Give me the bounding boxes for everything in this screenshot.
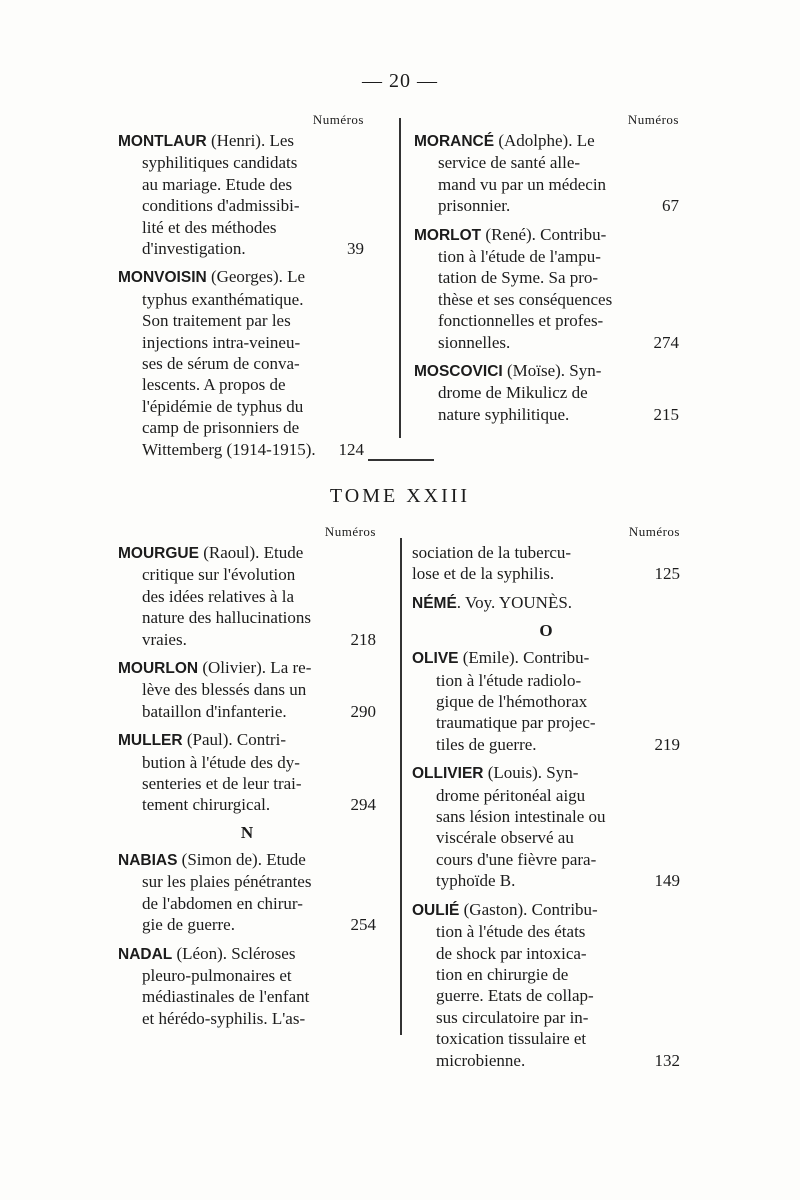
- entry-line-text: [438, 332, 510, 353]
- entry-name: OLLIVIER: [412, 765, 484, 783]
- entry-line: [414, 174, 679, 195]
- entry-text: (René). Contribu-: [481, 224, 607, 244]
- entry-line: [412, 734, 680, 755]
- entry-text: traumatique par projec-: [436, 713, 596, 733]
- entry-line: [412, 899, 680, 921]
- column-header: Numéros: [312, 112, 364, 127]
- entry-line: [118, 1008, 376, 1029]
- entry-line-text: [142, 565, 295, 584]
- entry-line-text: [118, 658, 311, 677]
- section-letter: N: [240, 822, 254, 842]
- entry-line-text: [438, 290, 612, 309]
- entry-text: Son traitement par les: [142, 311, 291, 331]
- cross-ref-text: . Voy. YOUNÈS.: [456, 592, 573, 612]
- entry-name: MOURLON: [118, 660, 199, 678]
- entry-line-text: [142, 311, 291, 330]
- entry-text: pleuro-pulmonaires et: [142, 965, 292, 985]
- entry-line-text: [436, 944, 587, 963]
- entry-line-text: [142, 375, 286, 394]
- entry-line-text: [142, 153, 297, 172]
- entry-text: vraies.: [142, 629, 187, 649]
- cross-reference: [412, 592, 680, 614]
- entry-line: [118, 542, 376, 564]
- entry-line: [412, 691, 680, 712]
- entry-name: MOSCOVICI: [414, 363, 503, 381]
- entry-text: tion en chirurgie de: [436, 964, 569, 984]
- index-entry-continuation: [412, 542, 680, 585]
- entry-text: cours d'une fièvre para-: [436, 849, 597, 869]
- entry-text: prisonnier.: [438, 196, 511, 216]
- entry-line: [414, 246, 679, 267]
- entry-line-text: [142, 753, 300, 772]
- entry-text: (Henri). Les: [206, 131, 295, 150]
- entry-line-text: [438, 175, 606, 194]
- entry-text: au mariage. Etude des: [142, 174, 293, 194]
- entry-line-text: [142, 872, 311, 891]
- entry-line-text: [436, 713, 596, 732]
- entry-line-text: [436, 734, 537, 755]
- bottom-right-column: [412, 524, 680, 1078]
- entry-line-text: [142, 1008, 305, 1029]
- entry-line-text: [412, 763, 578, 782]
- entry-number: 254: [350, 915, 376, 935]
- entry-line: [412, 849, 680, 870]
- entry-text: sur les plaies pénétrantes: [142, 872, 312, 892]
- entry-line: [414, 382, 679, 403]
- entry-text: (Léon). Scléroses: [172, 943, 296, 963]
- entry-line: [118, 152, 364, 173]
- entry-text: tion à l'étude des états: [436, 922, 586, 942]
- entry-line-text: [436, 986, 594, 1005]
- entry-text: fonctionnelles et profes-: [438, 311, 604, 331]
- entry-line: [118, 130, 364, 152]
- entry-line: [414, 224, 679, 246]
- entry-line-text: [142, 333, 300, 352]
- entry-line: [412, 827, 680, 848]
- column-header: Numéros: [628, 524, 680, 539]
- entry-text: tion à l'étude radiolo-: [436, 670, 582, 690]
- entry-text: gique de l'hémothorax: [436, 692, 588, 712]
- entry-line: [118, 353, 364, 374]
- entry-name: MORANCÉ: [414, 133, 495, 150]
- entry-line: [412, 647, 680, 669]
- entry-text: mand vu par un médecin: [438, 174, 607, 194]
- entry-line-text: [414, 225, 606, 244]
- entry-text: nature des hallucinations: [142, 608, 312, 628]
- index-entry: [118, 657, 376, 722]
- entry-number: 290: [350, 701, 376, 721]
- index-entry: [118, 729, 376, 816]
- entry-number: 67: [662, 196, 679, 216]
- entry-text: gie de guerre.: [142, 915, 235, 935]
- entry-text: Wittemberg (1914-1915).: [142, 439, 316, 459]
- entry-line-text: [438, 195, 510, 216]
- entry-line-text: [436, 807, 606, 826]
- entry-line-text: [436, 922, 585, 941]
- index-entry: [118, 130, 364, 259]
- entry-line: [412, 943, 680, 964]
- entry-line-text: [438, 247, 601, 266]
- entry-name: OULIÉ: [412, 901, 460, 919]
- bottom-left-column: [118, 524, 376, 1036]
- entry-text: microbienne.: [436, 1050, 526, 1070]
- entry-line: [412, 1050, 680, 1071]
- entry-text: typhoïde B.: [436, 871, 516, 891]
- entry-text: de shock par intoxica-: [436, 943, 587, 963]
- entry-number: 218: [350, 629, 376, 649]
- entry-line: [118, 773, 376, 794]
- column-divider: [400, 538, 402, 1035]
- entry-text: sans lésion intestinale ou: [436, 807, 606, 827]
- entry-number: 294: [350, 795, 376, 815]
- entry-line-text: [436, 1008, 588, 1027]
- entry-text: injections intra-veineu-: [142, 332, 301, 352]
- index-entry: [414, 360, 679, 425]
- entry-line: [414, 267, 679, 288]
- entry-text: tement chirurgical.: [142, 795, 271, 815]
- entry-line: [118, 629, 376, 650]
- entry-line: [414, 360, 679, 382]
- entry-line: [118, 607, 376, 628]
- entries: [118, 130, 364, 460]
- entry-line-text: [414, 361, 601, 380]
- entry-text: drome péritonéal aigu: [436, 785, 586, 805]
- entry-line: [118, 794, 376, 815]
- entry-line: [412, 806, 680, 827]
- entry-text: (Gaston). Contribu-: [459, 899, 598, 919]
- index-entry: [118, 266, 364, 460]
- entry-line-text: [142, 629, 187, 650]
- entry-text: l'épidémie de typhus du: [142, 396, 304, 416]
- entry-line-text: [142, 290, 303, 309]
- entry-line: [412, 985, 680, 1006]
- entry-text: typhus exanthématique.: [142, 289, 304, 309]
- entry-text: thèse et ses conséquences: [438, 289, 613, 309]
- entry-text: (Paul). Contri-: [182, 730, 286, 750]
- entry-line: [412, 870, 680, 891]
- entry-line: [118, 417, 364, 438]
- top-left-column: [118, 112, 364, 467]
- entry-line: [118, 657, 376, 679]
- entry-text: tiles de guerre.: [436, 734, 537, 754]
- entry-line: [118, 729, 376, 751]
- entry-number: 39: [347, 239, 364, 259]
- entry-name: NABIAS: [118, 851, 178, 869]
- entry-line: [412, 1007, 680, 1028]
- entry-line-text: [118, 543, 303, 562]
- entry-line: [412, 785, 680, 806]
- entry-line: [118, 564, 376, 585]
- entry-line-text: [414, 131, 595, 150]
- entry-number: 215: [653, 404, 679, 424]
- entry-line-text: [142, 894, 303, 913]
- entries: [118, 542, 376, 816]
- entry-line-text: [438, 404, 569, 425]
- entry-name: MOURGUE: [118, 545, 199, 562]
- entry-line-text: [436, 1029, 586, 1048]
- entry-line-text: [118, 131, 294, 150]
- entry-text: (Georges). Le: [206, 267, 306, 287]
- entry-line-text: [142, 966, 292, 985]
- entry-line: [118, 701, 376, 722]
- entry-text: (Raoul). Etude: [198, 543, 304, 562]
- entry-line-text: [438, 383, 588, 402]
- entry-line-text: [142, 218, 277, 237]
- entry-text: lescents. A propos de: [142, 375, 286, 395]
- entry-number: 125: [654, 564, 680, 584]
- page-number: — 20 —: [362, 70, 438, 92]
- entry-line-text: [142, 914, 235, 935]
- entry-text: de l'abdomen en chirur-: [142, 893, 303, 913]
- entry-line-text: [118, 944, 295, 963]
- entry-line-text: [142, 608, 311, 627]
- entry-line-text: [436, 828, 574, 847]
- entry-line: [118, 217, 364, 238]
- entry-line: [412, 712, 680, 733]
- entry-name: OLIVE: [412, 650, 459, 668]
- entry-text: sus circulatoire par in-: [436, 1007, 589, 1027]
- entry-name: NADAL: [118, 945, 173, 963]
- entry-line: [414, 130, 679, 152]
- entry-text: (Moïse). Syn-: [502, 361, 602, 381]
- entries: [118, 849, 376, 1029]
- entry-text: (Simon de). Etude: [177, 849, 306, 869]
- entry-line: [412, 1028, 680, 1049]
- index-entry: [412, 647, 680, 755]
- entry-line: [118, 752, 376, 773]
- entry-line: [118, 893, 376, 914]
- entry-line: [412, 921, 680, 942]
- entry-line-text: [438, 268, 598, 287]
- index-entry: [414, 130, 679, 217]
- entry-line-text: [142, 439, 316, 460]
- entry-line-text: [142, 774, 302, 793]
- entry-text: nature syphilitique.: [438, 404, 570, 424]
- entry-line: [118, 439, 364, 460]
- entry-line-text: [436, 1050, 525, 1071]
- entry-line: [118, 289, 364, 310]
- entry-text: service de santé alle-: [438, 153, 581, 173]
- entry-line: [118, 310, 364, 331]
- index-entry: [118, 542, 376, 650]
- entry-line-text: [436, 692, 587, 711]
- entry-line-text: [142, 680, 306, 699]
- entry-line-text: [142, 418, 299, 437]
- entry-line-text: [412, 900, 598, 919]
- entry-text: syphilitiques candidats: [142, 153, 298, 173]
- entry-line-text: [118, 850, 306, 869]
- entries: [414, 130, 679, 425]
- section-rule: [368, 459, 434, 461]
- entry-number: 219: [654, 734, 680, 754]
- column-header: Numéros: [627, 112, 679, 127]
- index-entry: [412, 899, 680, 1071]
- entry-text: sionnelles.: [438, 332, 511, 352]
- top-right-column: [414, 112, 679, 432]
- entry-text: drome de Mikulicz de: [438, 383, 588, 403]
- entry-line-text: [142, 701, 287, 722]
- tome-title: TOME XXIII: [329, 485, 471, 507]
- entry-line-text: [142, 587, 294, 606]
- entries: [412, 647, 680, 1071]
- entry-line: [412, 964, 680, 985]
- index-entry: [118, 943, 376, 1030]
- entry-line-text: [118, 730, 286, 749]
- entry-line: [118, 849, 376, 871]
- entry-line: [118, 943, 376, 965]
- entry-text: bution à l'étude des dy-: [142, 752, 300, 772]
- entry-text: médiastinales de l'enfant: [142, 987, 310, 1007]
- entry-line-text: [142, 397, 303, 416]
- entry-text: tion à l'étude de l'ampu-: [438, 247, 601, 267]
- entry-line-text: [436, 870, 515, 891]
- index-entry: [414, 224, 679, 353]
- entry-line: [118, 266, 364, 288]
- entry-text: (Olivier). La re-: [198, 658, 312, 678]
- entry-name: MONVOISIN: [118, 269, 207, 287]
- entry-line: [412, 670, 680, 691]
- entry-line: [414, 310, 679, 331]
- entry-number: [370, 1008, 376, 1029]
- entry-line-text: [142, 196, 299, 215]
- entry-text: et hérédo-syphilis. L'as-: [142, 1008, 306, 1028]
- entry-line-text: [142, 175, 292, 194]
- entry-line: [412, 762, 680, 784]
- entry-line-text: [438, 311, 603, 330]
- entry-text: tation de Syme. Sa pro-: [438, 268, 599, 288]
- entry-line-text: [436, 965, 568, 984]
- entry-line-text: lose et de la syphilis.: [412, 564, 555, 584]
- entry-line: [118, 332, 364, 353]
- entry-line-text: [142, 794, 270, 815]
- entry-line: [118, 195, 364, 216]
- entry-name: MULLER: [118, 732, 183, 750]
- entry-text: d'investigation.: [142, 239, 246, 259]
- entry-line: [414, 332, 679, 353]
- entry-line: [118, 396, 364, 417]
- entry-line: [118, 238, 364, 259]
- entry-line-text: [436, 786, 585, 805]
- entry-text: (Louis). Syn-: [483, 763, 579, 783]
- entry-text: toxication tissulaire et: [436, 1029, 587, 1049]
- entry-name: NÉMÉ: [412, 594, 457, 612]
- entry-text: bataillon d'infanterie.: [142, 701, 287, 721]
- entry-name: MONTLAUR: [118, 133, 207, 150]
- entry-line-text: [142, 354, 300, 373]
- entry-line: [414, 404, 679, 425]
- entry-text: guerre. Etats de collap-: [436, 986, 594, 1006]
- column-divider: [399, 118, 401, 438]
- entry-name: MORLOT: [414, 226, 482, 244]
- column-header: Numéros: [324, 524, 376, 539]
- entry-text: camp de prisonniers de: [142, 418, 300, 438]
- entry-line: [118, 586, 376, 607]
- index-entry: [118, 849, 376, 936]
- entry-text: lève des blessés dans un: [142, 680, 307, 700]
- entry-text: (Adolphe). Le: [494, 131, 595, 150]
- entry-line: [414, 152, 679, 173]
- entry-number: 124: [338, 439, 364, 459]
- entry-line: [412, 592, 680, 614]
- entry-line-text: [118, 267, 305, 286]
- entry-line-text: [412, 648, 589, 667]
- entry-line: [118, 914, 376, 935]
- entry-line: [118, 174, 364, 195]
- entry-line: [118, 679, 376, 700]
- entry-number: 132: [654, 1050, 680, 1070]
- entry-line: [118, 374, 364, 395]
- entry-line-text: [142, 238, 246, 259]
- entry-text: critique sur l'évolution: [142, 565, 296, 585]
- entry-line: [118, 965, 376, 986]
- entry-line: [118, 986, 376, 1007]
- entry-text: (Emile). Contribu-: [458, 648, 590, 668]
- entry-number: 274: [653, 332, 679, 352]
- entry-text: senteries et de leur trai-: [142, 774, 302, 794]
- entry-line-text: [436, 671, 581, 690]
- entry-line-text: [436, 850, 596, 869]
- entry-text: viscérale observé au: [436, 828, 574, 848]
- entry-text: lité et des méthodes: [142, 217, 277, 237]
- section-letter: O: [539, 621, 553, 641]
- entry-text: conditions d'admissibi-: [142, 196, 300, 216]
- entry-number: 149: [654, 871, 680, 891]
- entry-line-text: [438, 153, 580, 172]
- entry-line: [118, 871, 376, 892]
- entry-last-line: [412, 563, 680, 584]
- entry-line: [414, 195, 679, 216]
- index-entry: [412, 762, 680, 891]
- entry-text: ses de sérum de conva-: [142, 354, 300, 374]
- entry-line: [414, 289, 679, 310]
- entry-line-text: [142, 987, 309, 1006]
- entry-text: des idées relatives à la: [142, 586, 294, 606]
- entry-line: sociation de la tubercu-: [412, 543, 572, 562]
